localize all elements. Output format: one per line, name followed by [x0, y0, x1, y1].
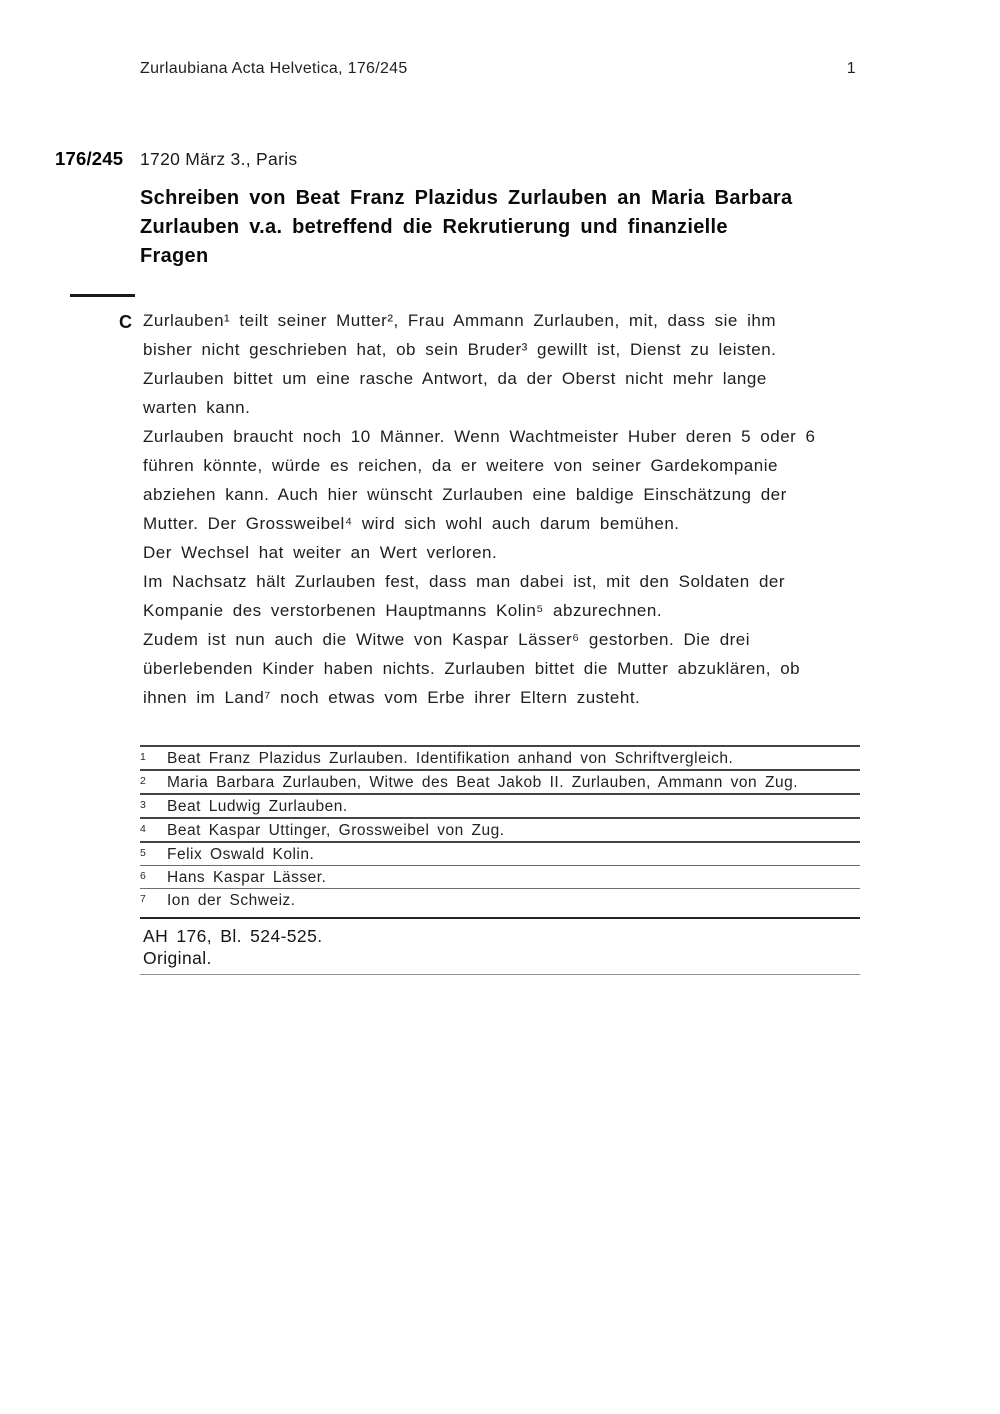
record-date: 1720 März 3., Paris: [140, 149, 298, 169]
body-line: Mutter. Der Grossweibel⁴ wird sich wohl auch darum bemühen.: [143, 514, 680, 533]
body-line: Zurlauben braucht noch 10 Männer. Wenn Wachtmeister Huber deren 5 oder 6: [143, 427, 816, 446]
body-line: Kompanie des verstorbenen Hauptmanns Kolin⁵ abzurechnen.: [143, 601, 663, 620]
record-number: 176/245: [55, 148, 124, 169]
footnote-number: 6: [140, 870, 146, 882]
footnote-number: 7: [140, 893, 146, 905]
body-line: führen könnte, würde es reichen, da er weitere von seiner Gardekompanie: [143, 456, 778, 475]
page-number: 1: [846, 60, 856, 77]
footnote-number: 1: [140, 751, 146, 763]
body-line: bisher nicht geschrieben hat, ob sein Bruder³ gewillt ist, Dienst zu leisten.: [143, 340, 777, 359]
running-header: [140, 60, 856, 78]
document-body: [119, 306, 853, 712]
section-divider-dash: [70, 294, 135, 297]
title-line: Zurlauben v.a. betreffend die Rekrutierung und finanzielle: [140, 216, 728, 238]
footnote-text: Maria Barbara Zurlauben, Witwe des Beat Jakob II. Zurlauben, Ammann von Zug.: [167, 774, 798, 791]
footnote-text: Beat Kaspar Uttinger, Grossweibel von Zug.: [167, 822, 505, 839]
body-line: warten kann.: [143, 398, 251, 417]
footnote-row: [140, 769, 860, 793]
footnote-text: Hans Kaspar Lässer.: [167, 869, 327, 886]
body-line: überlebenden Kinder haben nichts. Zurlauben bittet die Mutter abzuklären, ob: [143, 659, 801, 678]
footnote-number: 5: [140, 847, 146, 859]
body-line: Zurlauben¹ teilt seiner Mutter², Frau Ammann Zurlauben, mit, dass sie ihm: [143, 311, 776, 330]
body-line: abziehen kann. Auch hier wünscht Zurlauben eine baldige Einschätzung der: [143, 485, 787, 504]
footnote-row: [140, 841, 860, 865]
body-line: Zudem ist nun auch die Witwe von Kaspar Lässer⁶ gestorben. Die drei: [143, 630, 751, 649]
footnote-number: 2: [140, 775, 146, 787]
footnote-text: Beat Ludwig Zurlauben.: [167, 798, 348, 815]
running-header-title: Zurlaubiana Acta Helvetica, 176/245: [140, 60, 408, 77]
footnote-row: [140, 817, 860, 841]
record-line: [55, 148, 297, 170]
body-line: ihnen im Land⁷ noch etwas vom Erbe ihrer Eltern zusteht.: [143, 688, 641, 707]
title-line: Fragen: [140, 245, 209, 267]
footnote-text: Beat Franz Plazidus Zurlauben. Identifikation anhand von Schriftvergleich.: [167, 750, 734, 767]
copy-marker: C: [119, 312, 132, 332]
footnote-row: [140, 745, 860, 769]
footnote-row: [140, 888, 860, 911]
footnote-number: 4: [140, 823, 146, 835]
source-type: Original.: [143, 947, 212, 968]
body-line: Der Wechsel hat weiter an Wert verloren.: [143, 543, 498, 562]
footnote-row: [140, 865, 860, 888]
footnote-text: Felix Oswald Kolin.: [167, 846, 315, 863]
footnote-text: Ion der Schweiz.: [167, 892, 296, 909]
footnotes-section: [140, 745, 860, 975]
source-reference: AH 176, Bl. 524-525.: [143, 926, 323, 946]
footnote-row: [140, 793, 860, 817]
body-line: Zurlauben bittet um eine rasche Antwort, da der Oberst nicht mehr lange: [143, 369, 767, 388]
body-line: Im Nachsatz hält Zurlauben fest, dass man dabei ist, mit den Soldaten der: [143, 572, 786, 591]
document-title: [140, 184, 832, 271]
source-block: [140, 917, 860, 975]
title-line: Schreiben von Beat Franz Plazidus Zurlauben an Maria Barbara: [140, 187, 793, 209]
footnote-number: 3: [140, 799, 146, 811]
